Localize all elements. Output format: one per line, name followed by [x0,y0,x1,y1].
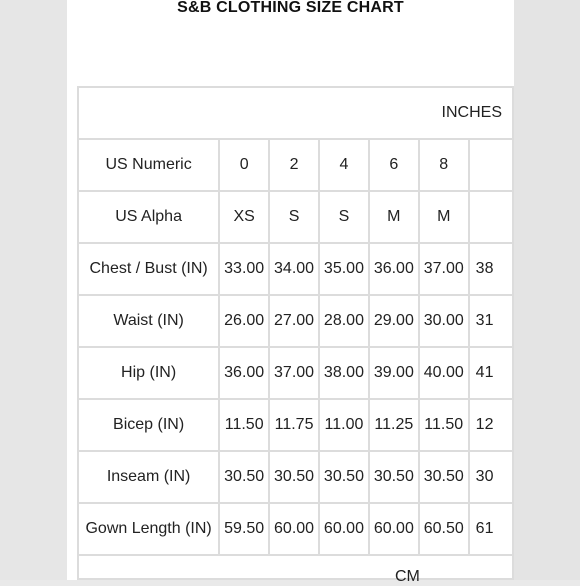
table-cell: 29.00 [369,295,419,347]
table-cell: 11.50 [419,399,469,451]
units-inches-label: INCHES [78,87,513,139]
table-cell: 8 [419,139,469,191]
table-cell: 37.00 [419,243,469,295]
table-cell: 60.00 [369,503,419,555]
table-cell: 11.00 [319,399,369,451]
table-cell: 38.00 [319,347,369,399]
table-cell: 59.50 [219,503,269,555]
row-label: Bicep (IN) [78,399,219,451]
table-cell: 4 [319,139,369,191]
table-cell: 2 [269,139,319,191]
left-background [0,0,67,580]
table-row [78,347,513,399]
table-cell: 30.50 [319,451,369,503]
row-label: Chest / Bust (IN) [78,243,219,295]
page-title: S&B CLOTHING SIZE CHART [177,0,404,16]
row-label: US Alpha [78,191,219,243]
row-label: US Numeric [78,139,219,191]
table-cell: M [419,191,469,243]
table-cell: 37.00 [269,347,319,399]
table-cell: 26.00 [219,295,269,347]
table-row [78,243,513,295]
cm-section-row [78,555,513,579]
table-cell: 33.00 [219,243,269,295]
table-cell: 0 [219,139,269,191]
units-header-row [78,87,513,139]
table-cell: 60.00 [269,503,319,555]
table-cell: 30.50 [219,451,269,503]
table-cell [469,139,513,191]
table-cell: 12 [469,399,513,451]
table-cell: 38 [469,243,513,295]
row-label: Gown Length (IN) [78,503,219,555]
table-cell: 30.50 [269,451,319,503]
size-table-scroll-area[interactable] [77,86,514,580]
table-cell: 11.75 [269,399,319,451]
size-table [77,86,514,580]
table-cell [469,191,513,243]
row-label: Inseam (IN) [78,451,219,503]
table-row [78,451,513,503]
table-cell: 60.00 [319,503,369,555]
table-row [78,139,513,191]
units-cm-label: CM [395,568,420,585]
table-cell: 60.50 [419,503,469,555]
table-row [78,191,513,243]
table-cell: 35.00 [319,243,369,295]
size-chart-panel [67,0,514,580]
row-label: Hip (IN) [78,347,219,399]
table-cell: 61 [469,503,513,555]
right-background [514,0,580,580]
table-cell: 41 [469,347,513,399]
table-row [78,503,513,555]
table-cell: 40.00 [419,347,469,399]
table-cell: 34.00 [269,243,319,295]
table-cell: S [319,191,369,243]
row-label: Waist (IN) [78,295,219,347]
table-cell: 39.00 [369,347,419,399]
table-cell: M [369,191,419,243]
table-cell: 27.00 [269,295,319,347]
table-cell: 36.00 [369,243,419,295]
table-row [78,399,513,451]
table-cell: 11.50 [219,399,269,451]
table-cell: 31 [469,295,513,347]
table-cell: 30.00 [419,295,469,347]
table-cell: 30.50 [369,451,419,503]
table-row [78,295,513,347]
cm-section-cell [78,555,513,579]
table-cell: 30.50 [419,451,469,503]
table-cell: 28.00 [319,295,369,347]
table-cell: 6 [369,139,419,191]
table-cell: S [269,191,319,243]
table-cell: 11.25 [369,399,419,451]
table-cell: 36.00 [219,347,269,399]
table-cell: 30 [469,451,513,503]
table-cell: XS [219,191,269,243]
